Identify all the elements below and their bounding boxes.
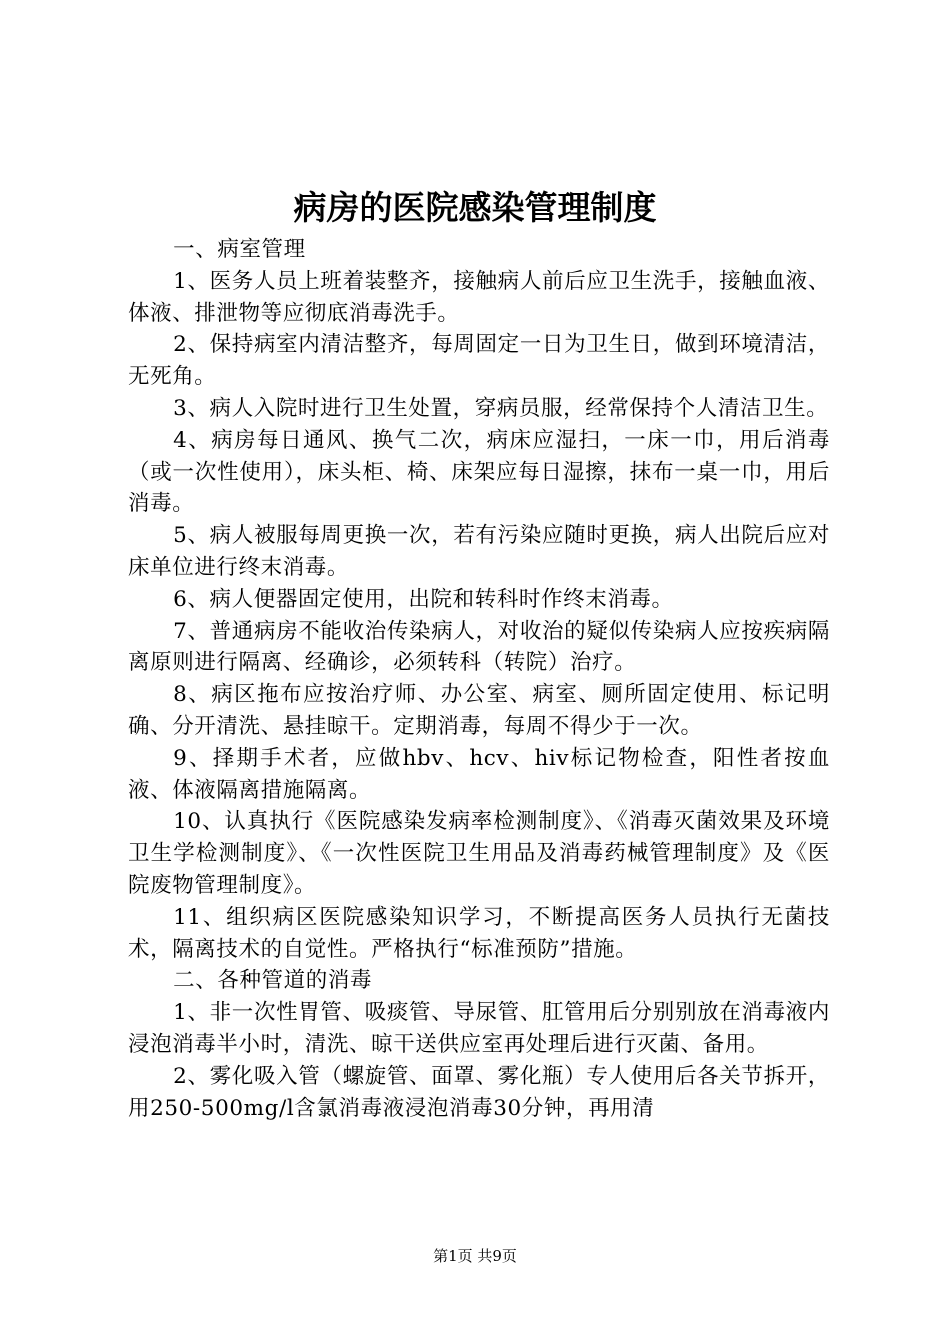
paragraph: 9、择期手术者，应做hbv、hcv、hiv标记物检查，阳性者按血液、体液隔离措施隔离。: [128, 745, 830, 803]
paragraph: 8、病区拖布应按治疗师、办公室、病室、厕所固定使用、标记明确、分开清洗、悬挂晾干。定期消毒，每周不得少于一次。: [128, 682, 830, 739]
document-title: 病房的医院感染管理制度: [293, 188, 657, 227]
paragraph: 4、病房每日通风、换气二次，病床应湿扫，一床一巾，用后消毒（或一次性使用），床头柜、椅、床架应每日湿擦，抹布一桌一巾，用后消毒。: [128, 427, 830, 517]
paragraph: 7、普通病房不能收治传染病人，对收治的疑似传染病人应按疾病隔离原则进行隔离、经确诊，必须转科（转院）治疗。: [128, 618, 830, 676]
paragraph: 5、病人被服每周更换一次，若有污染应随时更换，病人出院后应对床单位进行终末消毒。: [128, 523, 830, 580]
paragraph: 1、医务人员上班着装整齐，接触病人前后应卫生洗手，接触血液、体液、排泄物等应彻底消毒洗手。: [128, 268, 830, 326]
paragraph: 3、病人入院时进行卫生处置，穿病员服，经常保持个人清洁卫生。: [173, 395, 829, 421]
paragraph: 6、病人便器固定使用，出院和转科时作终末消毒。: [173, 586, 674, 612]
paragraph: 10、认真执行《医院感染发病率检测制度》、《消毒灭菌效果及环境卫生学检测制度》、《一次性医院卫生用品及消毒药械管理制度》及《医院废物管理制度》。: [128, 809, 830, 898]
paragraph: 2、保持病室内清洁整齐，每周固定一日为卫生日，做到环境清洁，无死角。: [128, 332, 830, 390]
paragraph: 11、组织病区医院感染知识学习，不断提高医务人员执行无菌技术，隔离技术的自觉性。严格执行“标准预防”措施。: [128, 904, 830, 962]
paragraph: 1、非一次性胃管、吸痰管、导尿管、肛管用后分别别放在消毒液内浸泡消毒半小时，清洗、晾干送供应室再处理后进行灭菌、备用。: [128, 1000, 830, 1057]
document-body: [128, 234, 830, 1124]
paragraph: 2、雾化吸入管（螺旋管、面罩、雾化瓶）专人使用后各关节拆开，用250-500mg/l含氯消毒液浸泡消毒30分钟，再用清: [128, 1063, 830, 1121]
section-heading: 一、病室管理: [173, 237, 306, 262]
page-footer: 第1页 共9页: [433, 1247, 517, 1265]
section-heading: 二、各种管道的消毒: [173, 968, 373, 994]
